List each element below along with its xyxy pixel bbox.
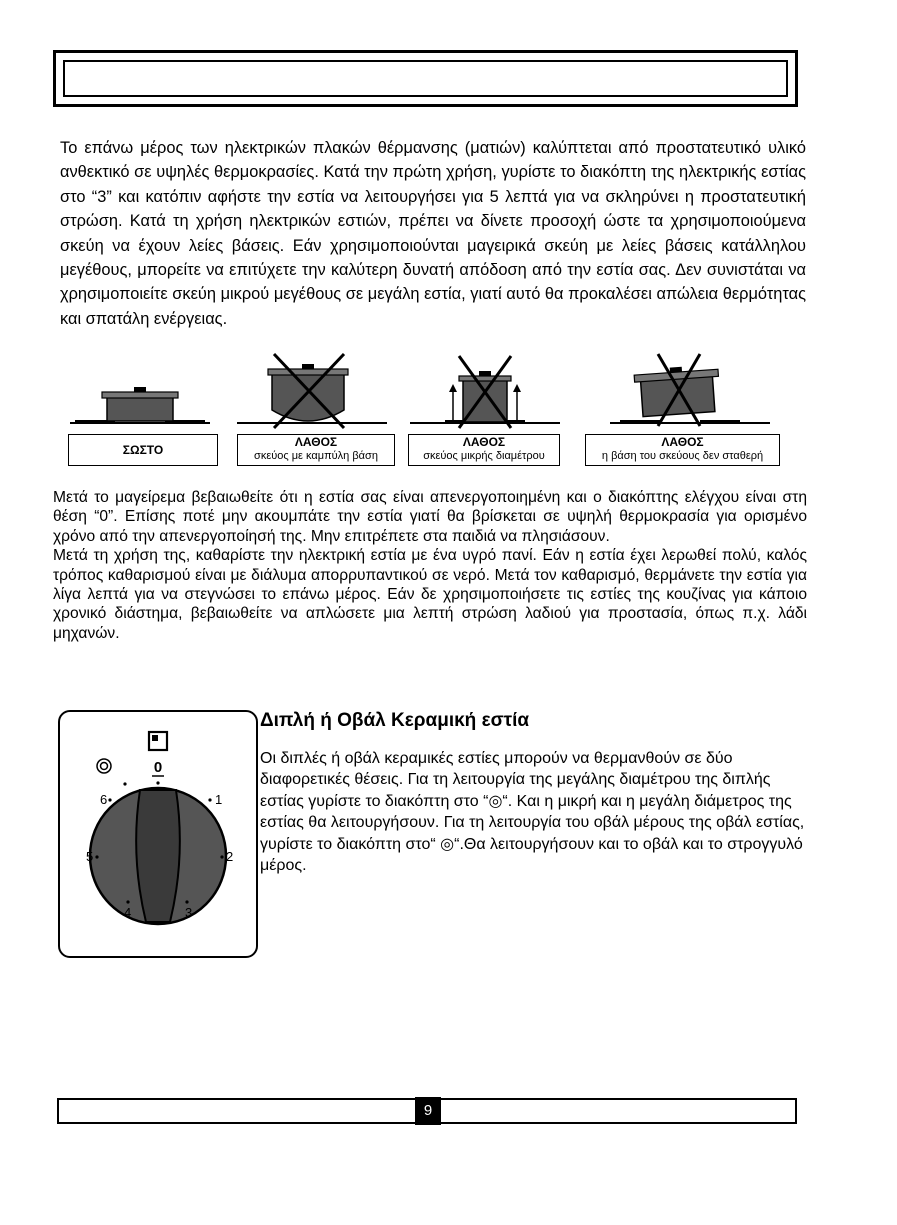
figure-correct <box>60 350 220 470</box>
header-frame <box>53 50 798 107</box>
knob-label-3: 3 <box>185 905 193 920</box>
care-text <box>53 488 807 643</box>
curved-pot-illustration <box>232 350 392 440</box>
label-small-diameter <box>408 434 560 466</box>
page-number: 9 <box>415 1097 441 1125</box>
label-small-title: ΛΑΘΟΣ <box>462 435 506 449</box>
label-correct-title: ΣΩΣΤΟ <box>122 443 164 457</box>
section-title-dual-hob: Διπλή ή Οβάλ Κεραμική εστία <box>260 710 530 731</box>
knob-label-1: 1 <box>215 792 223 807</box>
figure-unstable-base <box>580 350 780 470</box>
figure-small-diameter <box>405 350 565 470</box>
label-unstable-title: ΛΑΘΟΣ <box>661 435 704 449</box>
knob-label-6: 6 <box>100 792 108 807</box>
knob-label-4: 4 <box>124 905 132 920</box>
knob-label-5: 5 <box>86 849 94 864</box>
intro-paragraph: Το επάνω μέρος των ηλεκτρικών πλακών θέρμανσης (ματιών) καλύπτεται από προστατευτικό υλικό ανθεκτικό σε υψηλές θερμοκρασίες. Κατά την πρώτη χρήση, γυρίστε το διακόπτη της ηλεκτρικής εστίας στο “3” και κατόπιν αφήστε την εστία να λειτουργήσει για 5 λεπτά για να σκληρύνει η προστατευτική στρώση. Κατά τη χρήση ηλεκτρικών εστιών, πρέπει να δίνετε προσοχή ώστε τα χρησιμοποιούμενα σκεύη να έχουν λείες βάσεις. Εάν χρησιμοποιούνται μαγειρικά σκεύη με λείες βάσεις κατάλληλου μεγέθους, μπορείτε να επιτύχετε την καλύτερη δυνατή απόδοση από την εστία σας. Δεν συνιστάται να χρησιμοποιείτε σκεύη μικρού μεγέθους σε μεγάλη εστία, γιατί αυτό θα προκαλέσει απώλεια θερμότητας και σπατάλη ενέργειας. <box>60 139 806 328</box>
label-correct <box>68 434 218 466</box>
cookware-figures <box>60 350 800 475</box>
dual-circuit-icon <box>97 759 111 773</box>
knob-label-0: 0 <box>153 759 163 776</box>
label-curved-subtitle: σκεύος με καμπύλη βάση <box>254 450 378 462</box>
cleaning-paragraph: Μετά τη χρήση της, καθαρίστε την ηλεκτρική εστία με ένα υγρό πανί. Εάν η εστία έχει λερωθεί πολύ, καλός τρόπος καθαρισμού είναι με διάλυμα απορρυπαντικού σε νερό. Μετά τον καθαρισμό, θερμάνετε την εστία για λίγα λεπτά για να στεγνώσει το επάνω μέρος. Εάν δε χρησιμοποιήσετε τις εστίες της κουζίνας για κάποιο χρονικό διάστημα, βεβαιωθείτε να απλώσετε μια λεπτή στρώση λαδιού για προστασία, όπως π.χ. λάδι μηχανών. <box>53 547 807 642</box>
label-unstable-subtitle: η βάση του σκεύους δεν σταθερή <box>601 450 764 462</box>
figure-curved-base <box>232 350 392 470</box>
label-curved-title: ΛΑΘΟΣ <box>294 435 338 449</box>
dual-hob-paragraph: Οι διπλές ή οβάλ κεραμικές εστίες μπορούν να θερμανθούν σε δύο διαφορετικές θέσεις. Για τη λειτουργία της μεγάλης διαμέτρου της διπλής εστίας γυρίστε το διακόπτη στο “◎“. Και η μικρή και η μεγάλη διάμετρος της εστίας θα λειτουργήσουν. Για τη λειτουργία του οβάλ μέρους της οβάλ εστίας, γυρίστε το διακόπτη στο“ ◎“.Θα λειτουργήσουν και το οβάλ και το στρογγυλό μέρος. <box>260 750 805 875</box>
correct-pot-illustration <box>60 350 220 440</box>
label-unstable-base <box>585 434 780 466</box>
header-inner-frame <box>63 60 788 97</box>
unstable-pot-illustration <box>580 350 780 440</box>
knob-diagram <box>58 710 258 958</box>
small-pot-illustration <box>405 350 565 440</box>
label-small-subtitle: σκεύος μικρής διαμέτρου <box>423 450 545 462</box>
label-curved-base <box>237 434 395 466</box>
after-cooking-paragraph: Μετά το μαγείρεμα βεβαιωθείτε ότι η εστία σας είναι απενεργοποιημένη και ο διακόπτης ελέγχου είναι στη θέση “0”. Επίσης ποτέ μην ακουμπάτε την εστία γιατί θα βρίσκεται σε υψηλή θερμοκρασία για ορισμένο χρόνο από την απενεργοποίησή της. Μην επιτρέπετε στα παιδιά να πλησιάσουν. <box>53 489 807 545</box>
control-knob-illustration <box>60 712 256 956</box>
knob-label-2: 2 <box>226 849 234 864</box>
